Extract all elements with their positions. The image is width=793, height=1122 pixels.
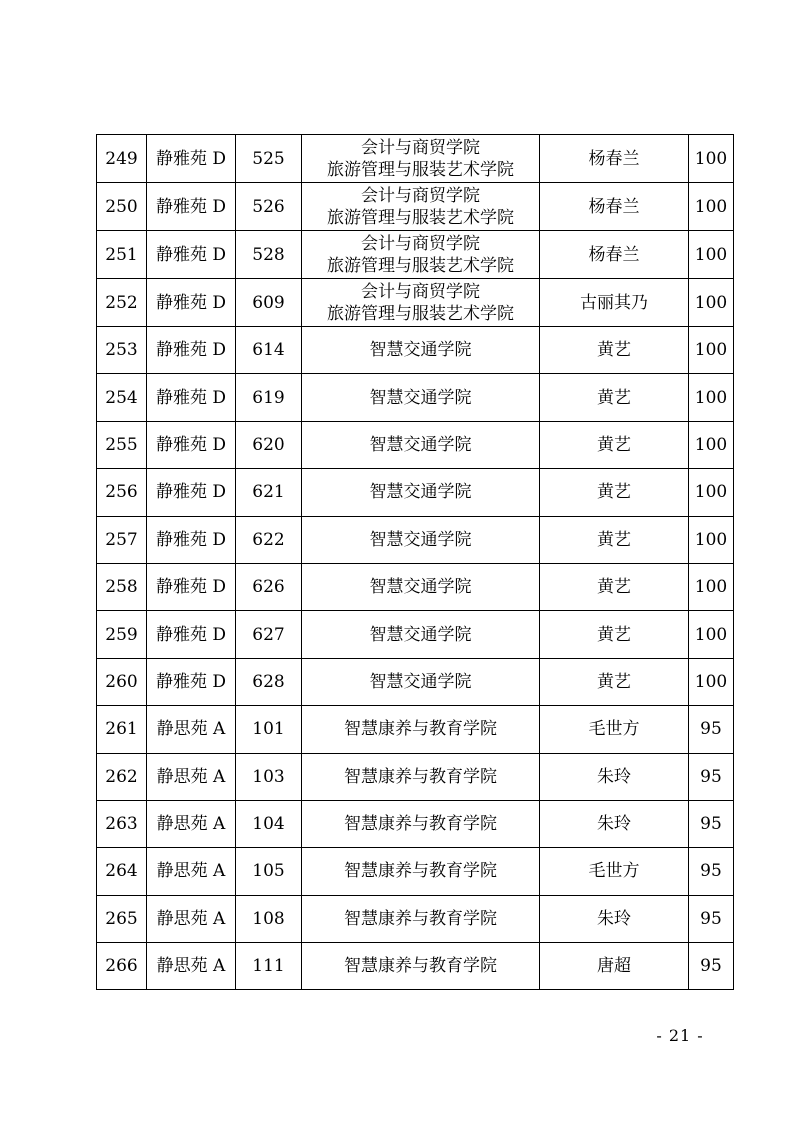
college-line: 智慧交通学院	[369, 482, 472, 503]
college-line: 智慧康养与教育学院	[344, 956, 497, 977]
table-row	[97, 563, 734, 610]
cell-room-number: 525	[236, 135, 302, 183]
cell-building: 静思苑 A	[147, 895, 236, 942]
cell-college	[302, 563, 540, 610]
cell-college	[302, 421, 540, 468]
college-line: 智慧康养与教育学院	[344, 719, 497, 740]
cell-college	[302, 231, 540, 279]
college-line: 会计与商贸学院	[361, 281, 480, 302]
cell-building: 静雅苑 D	[147, 231, 236, 279]
cell-score: 100	[689, 421, 734, 468]
cell-room-number: 619	[236, 374, 302, 421]
cell-building: 静思苑 A	[147, 943, 236, 990]
cell-score: 100	[689, 469, 734, 516]
cell-score: 95	[689, 800, 734, 847]
cell-counselor-name: 朱玲	[540, 895, 689, 942]
cell-counselor-name: 杨春兰	[540, 231, 689, 279]
table-row	[97, 374, 734, 421]
cell-score: 100	[689, 374, 734, 421]
cell-score: 95	[689, 895, 734, 942]
cell-row-number: 252	[97, 279, 147, 327]
cell-counselor-name: 杨春兰	[540, 183, 689, 231]
cell-score: 100	[689, 327, 734, 374]
cell-counselor-name: 黄艺	[540, 421, 689, 468]
college-line: 智慧交通学院	[369, 577, 472, 598]
table-row	[97, 327, 734, 374]
college-line: 旅游管理与服装艺术学院	[327, 303, 514, 324]
cell-row-number: 256	[97, 469, 147, 516]
cell-building: 静雅苑 D	[147, 658, 236, 705]
cell-counselor-name: 朱玲	[540, 800, 689, 847]
table-row	[97, 279, 734, 327]
cell-room-number: 614	[236, 327, 302, 374]
college-line: 智慧交通学院	[369, 340, 472, 361]
cell-score: 100	[689, 611, 734, 658]
cell-counselor-name: 黄艺	[540, 469, 689, 516]
table-row	[97, 753, 734, 800]
cell-college	[302, 135, 540, 183]
cell-room-number: 104	[236, 800, 302, 847]
cell-room-number: 108	[236, 895, 302, 942]
cell-counselor-name: 黄艺	[540, 611, 689, 658]
cell-building: 静雅苑 D	[147, 327, 236, 374]
college-line: 智慧交通学院	[369, 624, 472, 645]
table-body	[97, 135, 734, 990]
cell-room-number: 111	[236, 943, 302, 990]
cell-counselor-name: 毛世方	[540, 848, 689, 895]
college-line: 智慧康养与教育学院	[344, 766, 497, 787]
cell-college	[302, 706, 540, 753]
cell-building: 静雅苑 D	[147, 516, 236, 563]
college-line: 会计与商贸学院	[361, 137, 480, 158]
cell-college	[302, 279, 540, 327]
cell-counselor-name: 毛世方	[540, 706, 689, 753]
cell-score: 100	[689, 279, 734, 327]
cell-college	[302, 374, 540, 421]
college-line: 智慧交通学院	[369, 387, 472, 408]
table-row	[97, 421, 734, 468]
cell-score: 95	[689, 848, 734, 895]
cell-row-number: 255	[97, 421, 147, 468]
cell-college	[302, 183, 540, 231]
cell-building: 静思苑 A	[147, 753, 236, 800]
dormitory-score-table	[96, 134, 734, 990]
cell-row-number: 253	[97, 327, 147, 374]
cell-row-number: 259	[97, 611, 147, 658]
cell-row-number: 265	[97, 895, 147, 942]
table-row	[97, 848, 734, 895]
table-row	[97, 231, 734, 279]
cell-counselor-name: 杨春兰	[540, 135, 689, 183]
college-line: 旅游管理与服装艺术学院	[327, 207, 514, 228]
cell-row-number: 251	[97, 231, 147, 279]
table-row	[97, 895, 734, 942]
cell-room-number: 620	[236, 421, 302, 468]
cell-room-number: 626	[236, 563, 302, 610]
cell-building: 静雅苑 D	[147, 563, 236, 610]
college-line: 智慧康养与教育学院	[344, 908, 497, 929]
cell-room-number: 105	[236, 848, 302, 895]
table-row	[97, 469, 734, 516]
cell-row-number: 261	[97, 706, 147, 753]
cell-building: 静思苑 A	[147, 848, 236, 895]
cell-room-number: 528	[236, 231, 302, 279]
college-line: 会计与商贸学院	[361, 185, 480, 206]
table-row	[97, 800, 734, 847]
cell-row-number: 262	[97, 753, 147, 800]
cell-building: 静思苑 A	[147, 800, 236, 847]
cell-college	[302, 469, 540, 516]
table-row	[97, 611, 734, 658]
cell-room-number: 622	[236, 516, 302, 563]
cell-room-number: 526	[236, 183, 302, 231]
cell-room-number: 101	[236, 706, 302, 753]
cell-room-number: 609	[236, 279, 302, 327]
cell-score: 100	[689, 183, 734, 231]
cell-building: 静雅苑 D	[147, 374, 236, 421]
cell-building: 静雅苑 D	[147, 183, 236, 231]
cell-row-number: 257	[97, 516, 147, 563]
table-row	[97, 658, 734, 705]
cell-row-number: 249	[97, 135, 147, 183]
cell-room-number: 103	[236, 753, 302, 800]
cell-counselor-name: 黄艺	[540, 516, 689, 563]
college-line: 智慧交通学院	[369, 434, 472, 455]
cell-building: 静雅苑 D	[147, 421, 236, 468]
table-row	[97, 943, 734, 990]
cell-counselor-name: 唐超	[540, 943, 689, 990]
cell-building: 静雅苑 D	[147, 279, 236, 327]
cell-college	[302, 943, 540, 990]
cell-score: 95	[689, 943, 734, 990]
cell-room-number: 627	[236, 611, 302, 658]
cell-college	[302, 611, 540, 658]
cell-college	[302, 848, 540, 895]
college-line: 旅游管理与服装艺术学院	[327, 159, 514, 180]
cell-row-number: 266	[97, 943, 147, 990]
cell-college	[302, 895, 540, 942]
table-row	[97, 183, 734, 231]
cell-score: 100	[689, 563, 734, 610]
cell-building: 静雅苑 D	[147, 469, 236, 516]
cell-counselor-name: 黄艺	[540, 374, 689, 421]
table-row	[97, 135, 734, 183]
cell-row-number: 258	[97, 563, 147, 610]
cell-college	[302, 327, 540, 374]
cell-counselor-name: 古丽其乃	[540, 279, 689, 327]
page-number: - 21 -	[656, 1026, 704, 1045]
table-row	[97, 706, 734, 753]
cell-college	[302, 800, 540, 847]
cell-building: 静雅苑 D	[147, 135, 236, 183]
cell-score: 100	[689, 231, 734, 279]
cell-room-number: 621	[236, 469, 302, 516]
cell-score: 95	[689, 706, 734, 753]
cell-score: 95	[689, 753, 734, 800]
college-line: 会计与商贸学院	[361, 233, 480, 254]
cell-building: 静雅苑 D	[147, 611, 236, 658]
cell-score: 100	[689, 658, 734, 705]
cell-row-number: 260	[97, 658, 147, 705]
cell-college	[302, 516, 540, 563]
cell-score: 100	[689, 516, 734, 563]
college-line: 智慧康养与教育学院	[344, 814, 497, 835]
cell-college	[302, 753, 540, 800]
college-line: 旅游管理与服装艺术学院	[327, 255, 514, 276]
college-line: 智慧交通学院	[369, 529, 472, 550]
cell-room-number: 628	[236, 658, 302, 705]
cell-counselor-name: 黄艺	[540, 327, 689, 374]
cell-counselor-name: 黄艺	[540, 563, 689, 610]
cell-college	[302, 658, 540, 705]
cell-row-number: 254	[97, 374, 147, 421]
cell-score: 100	[689, 135, 734, 183]
cell-counselor-name: 黄艺	[540, 658, 689, 705]
college-line: 智慧交通学院	[369, 671, 472, 692]
college-line: 智慧康养与教育学院	[344, 861, 497, 882]
cell-counselor-name: 朱玲	[540, 753, 689, 800]
cell-row-number: 263	[97, 800, 147, 847]
cell-building: 静思苑 A	[147, 706, 236, 753]
table-row	[97, 516, 734, 563]
cell-row-number: 250	[97, 183, 147, 231]
cell-row-number: 264	[97, 848, 147, 895]
